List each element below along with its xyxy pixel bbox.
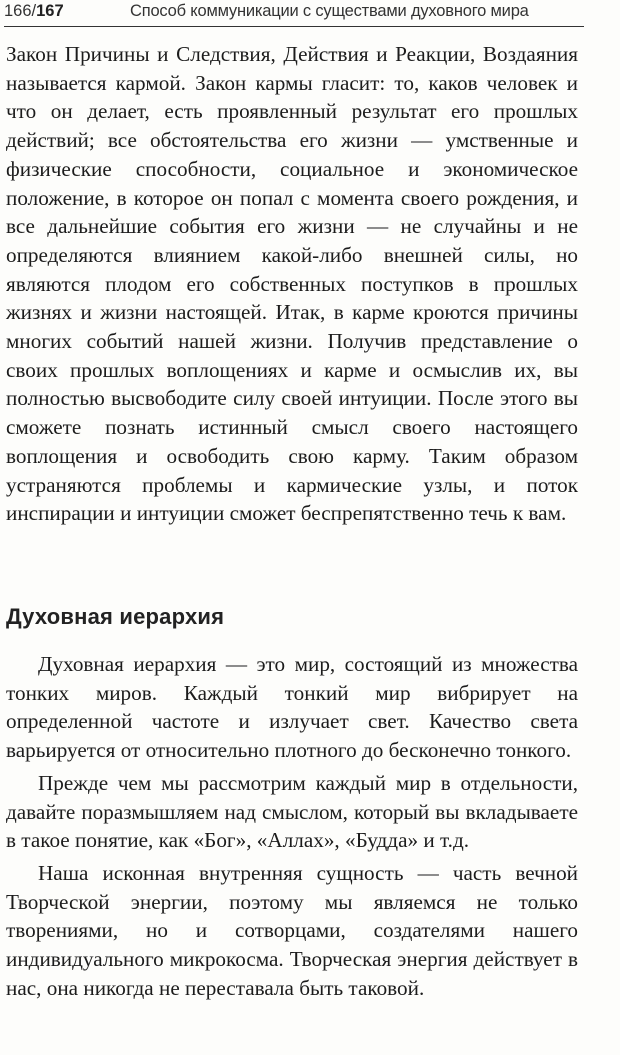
section-text xyxy=(6,650,578,1006)
running-head xyxy=(4,0,584,27)
page-number xyxy=(4,0,64,22)
body-text xyxy=(6,40,578,528)
section-paragraph: Прежде чем мы рассмотрим каждый мир в отдельности, давайте поразмышляем над смыслом, который вы вкладываете в такое понятие, как «Бог», «Аллах», «Будда» и т.д. xyxy=(6,770,578,853)
section-heading: Духовная иерархия xyxy=(6,604,225,629)
page-number-total: 167 xyxy=(36,2,64,20)
section-paragraph: Наша исконная внутренняя сущность — часть вечной Творческой энергии, поэтому мы являемся не только творениями, но и сотворцами, создателями нашего индивидуального микрокосма. Творческая энергия действует в нас, она никогда не переставала быть таковой. xyxy=(6,860,578,1000)
running-title: Способ коммуникации с существами духовного мира xyxy=(130,2,529,20)
page-number-current: 166/ xyxy=(4,2,37,20)
karma-paragraph: Закон Причины и Следствия, Действия и Реакции, Воздаяния называется кармой. Закон кармы гласит: то, каков человек и что он делает, есть проявленный результат его прошлых действий; все обстоятельства его жизни — умственные и физические способности, социальное и экономическое положение, в которое он попал с момента своего рождения, и все дальнейшие события его жизни — не случайны и не определяются влиянием какой-либо внешней силы, но являются плодом его собственных поступков в прошлых жизнях и жизни настоящей. Итак, в карме кроются причины многих событий нашей жизни. Получив представление о своих прошлых воплощениях и карме и осмыслив их, вы полностью высвободите силу своей интуиции. После этого вы сможете познать истинный смысл своего настоящего воплощения и освободить свою карму. Таким образом устраняются проблемы и кармические узлы, и поток инспирации и интуиции сможет беспрепятственно течь к вам. xyxy=(6,42,578,526)
section-paragraph: Духовная иерархия — это мир, состоящий из множества тонких миров. Каждый тонкий мир вибрирует на определенной частоте и излучает свет. Качество света варьируется от относительно плотного до бесконечно тонкого. xyxy=(6,652,578,763)
